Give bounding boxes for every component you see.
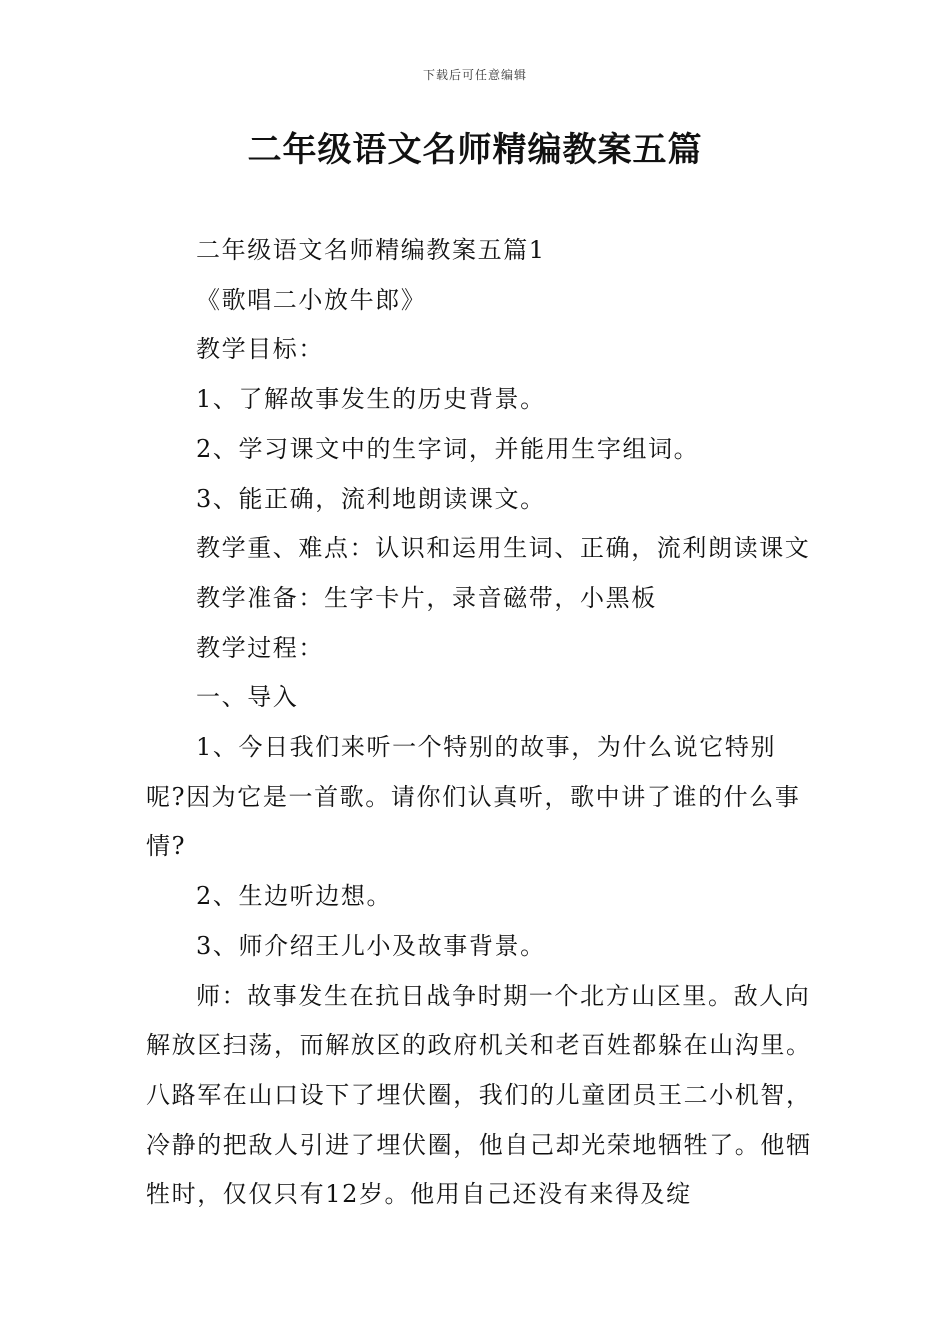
- page-header-note: 下载后可任意编辑: [422, 68, 527, 82]
- key-points-paragraph: 教学重、难点：认识和运用生词、正确，流利朗读课文: [196, 534, 811, 563]
- body-paragraph: 1、今日我们来听一个特别的故事，为什么说它特别呢?因为它是一首歌。请你们认真听，歌中讲了谁的什么事情?: [146, 733, 801, 861]
- objective-item: 2、学习课文中的生字词，并能用生字组词。: [196, 434, 700, 463]
- document-body: [146, 226, 814, 1220]
- step-heading: 一、导入: [196, 683, 299, 712]
- lesson-title: 《歌唱二小放牛郎》: [196, 285, 427, 314]
- preparation-paragraph: 教学准备：生字卡片，录音磁带，小黑板: [196, 583, 657, 612]
- objectives-heading: 教学目标：: [196, 335, 324, 364]
- document-title: 二年级语文名师精编教案五篇: [247, 130, 703, 170]
- body-paragraph: 2、生边听边想。: [196, 882, 393, 911]
- body-paragraph: 师：故事发生在抗日战争时期一个北方山区里。敌人向解放区扫荡，而解放区的政府机关和老百姓都躲在山沟里。八路军在山口设下了埋伏圈，我们的儿童团员王二小机智，冷静的把敌人引进了埋伏圈，他自己却光荣地牺牲了。他牺牲时，仅仅只有12岁。他用自己还没有来得及绽: [146, 981, 812, 1209]
- section-heading: 二年级语文名师精编教案五篇1: [196, 236, 546, 264]
- objective-item: 1、了解故事发生的历史背景。: [196, 385, 546, 414]
- objective-item: 3、能正确，流利地朗读课文。: [196, 484, 546, 513]
- body-paragraph: 3、师介绍王儿小及故事背景。: [196, 931, 546, 960]
- process-heading: 教学过程：: [196, 633, 324, 662]
